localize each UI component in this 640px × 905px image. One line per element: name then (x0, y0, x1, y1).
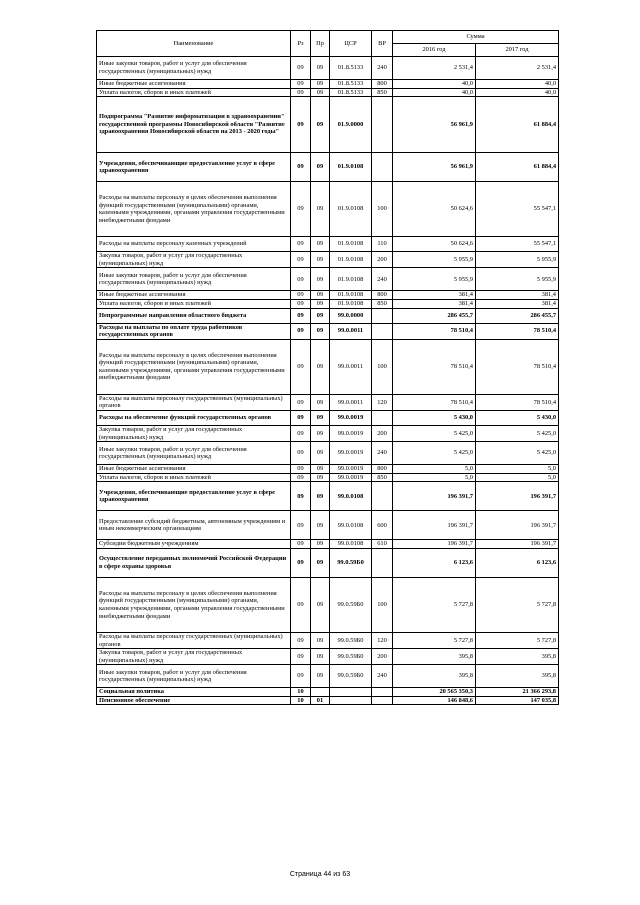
table-row (97, 394, 559, 410)
cell-name: Иные закупки товаров, работ и услуг для обеспечения государственных (муниципальных) нужд (97, 268, 291, 291)
cell-vr: 240 (372, 268, 393, 291)
cell-2016: 286 455,7 (393, 308, 476, 323)
cell-pr: 09 (311, 540, 330, 549)
cell-2017: 381,4 (476, 291, 559, 300)
cell-pr: 09 (311, 425, 330, 441)
cell-csr: 99.0.0011 (330, 323, 372, 339)
cell-pr: 09 (311, 482, 330, 511)
table-row (97, 482, 559, 511)
cell-2016: 146 848,6 (393, 696, 476, 705)
cell-vr (372, 153, 393, 182)
cell-name: Закупка товаров, работ и услуг для государственных (муниципальных) нужд (97, 649, 291, 665)
cell-2016: 5 425,0 (393, 425, 476, 441)
cell-pr: 09 (311, 442, 330, 465)
cell-csr: 99.0.59Б0 (330, 649, 372, 665)
cell-csr: 01.9.0108 (330, 237, 372, 252)
cell-2017: 61 884,4 (476, 153, 559, 182)
cell-pr: 09 (311, 97, 330, 153)
cell-pr (311, 688, 330, 697)
cell-2016: 395,8 (393, 649, 476, 665)
cell-rz: 09 (291, 88, 311, 97)
cell-pr: 09 (311, 577, 330, 632)
cell-2017: 5 425,0 (476, 442, 559, 465)
cell-vr: 850 (372, 88, 393, 97)
cell-name: Расходы на выплаты персоналу в целях обеспечения выполнения функций государственными (муниципальными) органами, казенными учреждениями, органами управления государственными внебюджетными фондами (97, 182, 291, 237)
cell-rz: 09 (291, 410, 311, 425)
cell-name: Расходы на выплаты по оплате труда работников государственных органов (97, 323, 291, 339)
header-pr: Пр (311, 31, 330, 57)
table-row (97, 410, 559, 425)
cell-2016: 20 565 350,3 (393, 688, 476, 697)
cell-rz: 09 (291, 394, 311, 410)
cell-vr (372, 548, 393, 577)
page-number: Страница 44 из 63 (289, 871, 351, 878)
cell-2016: 50 624,6 (393, 182, 476, 237)
cell-rz: 10 (291, 688, 311, 697)
cell-2016: 50 624,6 (393, 237, 476, 252)
cell-name: Предоставление субсидий бюджетным, автономным учреждениям и иным некоммерческим организациям (97, 511, 291, 540)
cell-pr: 09 (311, 252, 330, 268)
cell-csr: 99.0.0019 (330, 465, 372, 474)
cell-pr: 09 (311, 632, 330, 648)
cell-2016: 5,0 (393, 465, 476, 474)
table-row (97, 548, 559, 577)
cell-name: Субсидии бюджетным учреждениям (97, 540, 291, 549)
table-row (97, 182, 559, 237)
table-row (97, 80, 559, 89)
cell-rz: 09 (291, 252, 311, 268)
cell-2016: 5 430,0 (393, 410, 476, 425)
cell-2017: 395,8 (476, 665, 559, 688)
cell-csr: 99.0.59Б0 (330, 665, 372, 688)
cell-2017: 2 531,4 (476, 57, 559, 80)
cell-2016: 78 510,4 (393, 323, 476, 339)
cell-rz: 09 (291, 511, 311, 540)
header-rz: Рз (291, 31, 311, 57)
cell-vr: 850 (372, 299, 393, 308)
cell-name: Иные бюджетные ассигнования (97, 291, 291, 300)
cell-2017: 5 955,9 (476, 252, 559, 268)
cell-csr: 01.8.5133 (330, 80, 372, 89)
cell-2017: 5 425,0 (476, 425, 559, 441)
cell-2016: 196 391,7 (393, 511, 476, 540)
cell-csr: 01.8.5133 (330, 88, 372, 97)
cell-vr: 850 (372, 473, 393, 482)
cell-csr: 01.9.0000 (330, 97, 372, 153)
cell-2017: 21 366 293,8 (476, 688, 559, 697)
table-row (97, 153, 559, 182)
cell-2017: 61 884,4 (476, 97, 559, 153)
cell-csr: 01.8.5133 (330, 57, 372, 80)
cell-rz: 09 (291, 649, 311, 665)
cell-2017: 78 510,4 (476, 394, 559, 410)
cell-vr: 110 (372, 237, 393, 252)
cell-name: Учреждения, обеспечивающие предоставление услуг в сфере здравоохранения (97, 482, 291, 511)
cell-2016: 40,0 (393, 88, 476, 97)
cell-rz: 10 (291, 696, 311, 705)
table-row (97, 237, 559, 252)
cell-2016: 5 425,0 (393, 442, 476, 465)
cell-2017: 286 455,7 (476, 308, 559, 323)
header-csr: ЦСР (330, 31, 372, 57)
cell-name: Иные закупки товаров, работ и услуг для обеспечения государственных (муниципальных) нужд (97, 442, 291, 465)
cell-2016: 381,4 (393, 299, 476, 308)
cell-name: Уплата налогов, сборов и иных платежей (97, 473, 291, 482)
cell-csr: 99.0.0108 (330, 482, 372, 511)
cell-2017: 40,0 (476, 80, 559, 89)
cell-2016: 5 727,8 (393, 632, 476, 648)
cell-rz: 09 (291, 80, 311, 89)
cell-rz: 09 (291, 473, 311, 482)
cell-vr: 100 (372, 182, 393, 237)
cell-2017: 5,0 (476, 465, 559, 474)
cell-vr (372, 323, 393, 339)
cell-name: Социальная политика (97, 688, 291, 697)
cell-name: Иные закупки товаров, работ и услуг для обеспечения государственных (муниципальных) нужд (97, 665, 291, 688)
cell-2017: 5 955,9 (476, 268, 559, 291)
header-year-2016: 2016 год (393, 44, 476, 57)
cell-name: Расходы на обеспечение функций государственных органов (97, 410, 291, 425)
cell-pr: 09 (311, 291, 330, 300)
cell-csr: 01.9.0108 (330, 291, 372, 300)
cell-2016: 5 727,8 (393, 577, 476, 632)
cell-vr: 120 (372, 394, 393, 410)
cell-csr: 99.0.0019 (330, 473, 372, 482)
table-row (97, 268, 559, 291)
cell-vr: 120 (372, 632, 393, 648)
cell-name: Иные закупки товаров, работ и услуг для обеспечения государственных (муниципальных) нужд (97, 57, 291, 80)
cell-pr: 09 (311, 649, 330, 665)
cell-vr: 600 (372, 511, 393, 540)
cell-name: Пенсионное обеспечение (97, 696, 291, 705)
cell-2016: 196 391,7 (393, 482, 476, 511)
cell-csr: 99.0.0108 (330, 511, 372, 540)
table-row (97, 97, 559, 153)
cell-vr: 610 (372, 540, 393, 549)
cell-rz: 09 (291, 339, 311, 394)
cell-vr (372, 410, 393, 425)
budget-table (96, 30, 559, 705)
cell-name: Иные бюджетные ассигнования (97, 465, 291, 474)
cell-rz: 09 (291, 57, 311, 80)
cell-pr: 09 (311, 237, 330, 252)
cell-2017: 381,4 (476, 299, 559, 308)
table-row (97, 696, 559, 705)
cell-2016: 56 961,9 (393, 153, 476, 182)
cell-csr: 01.9.0108 (330, 252, 372, 268)
cell-vr: 100 (372, 339, 393, 394)
cell-rz: 09 (291, 482, 311, 511)
cell-2016: 196 391,7 (393, 540, 476, 549)
cell-rz: 09 (291, 632, 311, 648)
cell-name: Осуществление переданных полномочий Российской Федерации в сфере охраны здоровья (97, 548, 291, 577)
cell-2016: 40,0 (393, 80, 476, 89)
cell-pr: 01 (311, 696, 330, 705)
cell-2016: 5 955,9 (393, 252, 476, 268)
table-row (97, 465, 559, 474)
table-row (97, 425, 559, 441)
cell-vr (372, 308, 393, 323)
cell-rz: 09 (291, 577, 311, 632)
cell-csr: 01.9.0108 (330, 153, 372, 182)
cell-csr: 99.0.0108 (330, 540, 372, 549)
cell-2017: 196 391,7 (476, 540, 559, 549)
cell-pr: 09 (311, 182, 330, 237)
cell-vr: 200 (372, 649, 393, 665)
cell-2017: 5 727,8 (476, 577, 559, 632)
table-header (97, 31, 559, 57)
cell-2016: 56 961,9 (393, 97, 476, 153)
table-row (97, 665, 559, 688)
cell-vr: 800 (372, 80, 393, 89)
cell-pr: 09 (311, 268, 330, 291)
table-row (97, 688, 559, 697)
cell-csr: 99.0.59Б0 (330, 577, 372, 632)
cell-2017: 55 547,1 (476, 237, 559, 252)
table-row (97, 299, 559, 308)
cell-rz: 09 (291, 540, 311, 549)
cell-pr: 09 (311, 323, 330, 339)
cell-rz: 09 (291, 425, 311, 441)
cell-2017: 196 391,7 (476, 511, 559, 540)
cell-vr (372, 696, 393, 705)
cell-csr: 01.9.0108 (330, 268, 372, 291)
cell-csr: 99.0.0011 (330, 394, 372, 410)
cell-csr (330, 696, 372, 705)
cell-2017: 395,8 (476, 649, 559, 665)
table-row (97, 323, 559, 339)
cell-2017: 55 547,1 (476, 182, 559, 237)
table-row (97, 308, 559, 323)
cell-csr: 99.0.59Б0 (330, 632, 372, 648)
cell-csr: 99.0.0019 (330, 425, 372, 441)
cell-rz: 09 (291, 299, 311, 308)
header-vr: ВР (372, 31, 393, 57)
cell-vr: 200 (372, 425, 393, 441)
cell-2017: 78 510,4 (476, 339, 559, 394)
cell-rz: 09 (291, 548, 311, 577)
cell-vr: 100 (372, 577, 393, 632)
cell-pr: 09 (311, 394, 330, 410)
table-row (97, 577, 559, 632)
cell-rz: 09 (291, 237, 311, 252)
cell-rz: 09 (291, 665, 311, 688)
header-name: Наименование (97, 31, 291, 57)
cell-pr: 09 (311, 465, 330, 474)
cell-name: Закупка товаров, работ и услуг для государственных (муниципальных) нужд (97, 425, 291, 441)
cell-csr: 99.0.0019 (330, 442, 372, 465)
cell-2017: 6 123,6 (476, 548, 559, 577)
cell-pr: 09 (311, 410, 330, 425)
cell-pr: 09 (311, 299, 330, 308)
table-row (97, 339, 559, 394)
cell-2017: 5,0 (476, 473, 559, 482)
cell-name: Расходы на выплаты персоналу государственных (муниципальных) органов (97, 632, 291, 648)
cell-csr: 99.0.0000 (330, 308, 372, 323)
cell-name: Расходы на выплаты персоналу в целях обеспечения выполнения функций государственными (муниципальными) органами, казенными учреждениями, органами управления государственными внебюджетными фондами (97, 339, 291, 394)
cell-2017: 5 430,0 (476, 410, 559, 425)
table-body (97, 57, 559, 705)
cell-rz: 09 (291, 308, 311, 323)
cell-pr: 09 (311, 511, 330, 540)
cell-vr: 240 (372, 57, 393, 80)
cell-csr: 99.0.0019 (330, 410, 372, 425)
cell-name: Расходы на выплаты персоналу казенных учреждений (97, 237, 291, 252)
cell-vr: 200 (372, 252, 393, 268)
cell-vr (372, 688, 393, 697)
cell-pr: 09 (311, 548, 330, 577)
table-row (97, 88, 559, 97)
cell-name: Уплата налогов, сборов и иных платежей (97, 299, 291, 308)
cell-pr: 09 (311, 80, 330, 89)
cell-rz: 09 (291, 465, 311, 474)
table-row (97, 649, 559, 665)
cell-2016: 5 955,9 (393, 268, 476, 291)
cell-rz: 09 (291, 182, 311, 237)
cell-2016: 6 123,6 (393, 548, 476, 577)
cell-2016: 5,0 (393, 473, 476, 482)
cell-name: Расходы на выплаты персоналу государственных (муниципальных) органов (97, 394, 291, 410)
cell-csr: 01.9.0108 (330, 299, 372, 308)
cell-2017: 40,0 (476, 88, 559, 97)
table-row (97, 57, 559, 80)
cell-2017: 196 391,7 (476, 482, 559, 511)
cell-rz: 09 (291, 268, 311, 291)
cell-rz: 09 (291, 291, 311, 300)
cell-rz: 09 (291, 442, 311, 465)
cell-pr: 09 (311, 473, 330, 482)
cell-pr: 09 (311, 153, 330, 182)
cell-2016: 78 510,4 (393, 394, 476, 410)
cell-pr: 09 (311, 339, 330, 394)
table-row (97, 291, 559, 300)
cell-vr: 240 (372, 442, 393, 465)
cell-pr: 09 (311, 88, 330, 97)
cell-2017: 5 727,8 (476, 632, 559, 648)
table-row (97, 442, 559, 465)
table-row (97, 473, 559, 482)
cell-vr: 800 (372, 291, 393, 300)
cell-name: Закупка товаров, работ и услуг для государственных (муниципальных) нужд (97, 252, 291, 268)
table-row (97, 540, 559, 549)
header-sum: Сумма (393, 31, 559, 44)
cell-name: Расходы на выплаты персоналу в целях обеспечения выполнения функций государственными (муниципальными) органами, казенными учреждениями, органами управления государственными внебюджетными фондами (97, 577, 291, 632)
cell-csr (330, 688, 372, 697)
cell-name: Учреждения, обеспечивающие предоставление услуг в сфере здравоохранения (97, 153, 291, 182)
cell-rz: 09 (291, 153, 311, 182)
cell-2016: 78 510,4 (393, 339, 476, 394)
cell-name: Уплата налогов, сборов и иных платежей (97, 88, 291, 97)
cell-name: Непрограммные направления областного бюджета (97, 308, 291, 323)
cell-csr: 99.0.59Б0 (330, 548, 372, 577)
cell-2016: 381,4 (393, 291, 476, 300)
cell-rz: 09 (291, 323, 311, 339)
cell-2016: 2 531,4 (393, 57, 476, 80)
cell-pr: 09 (311, 57, 330, 80)
cell-csr: 99.0.0011 (330, 339, 372, 394)
cell-name: Подпрограмма "Развитие информатизации в здравоохранении" государственной программы Новосибирской области "Развитие здравоохранения Новосибирской области на 2013 - 2020 годы" (97, 97, 291, 153)
cell-vr: 240 (372, 665, 393, 688)
header-year-2017: 2017 год (476, 44, 559, 57)
cell-rz: 09 (291, 97, 311, 153)
table-row (97, 632, 559, 648)
cell-2017: 147 035,8 (476, 696, 559, 705)
cell-pr: 09 (311, 308, 330, 323)
cell-2016: 395,8 (393, 665, 476, 688)
table-row (97, 511, 559, 540)
cell-vr (372, 97, 393, 153)
cell-csr: 01.9.0108 (330, 182, 372, 237)
cell-vr: 800 (372, 465, 393, 474)
table-row (97, 252, 559, 268)
cell-2017: 78 510,4 (476, 323, 559, 339)
cell-vr (372, 482, 393, 511)
cell-name: Иные бюджетные ассигнования (97, 80, 291, 89)
cell-pr: 09 (311, 665, 330, 688)
